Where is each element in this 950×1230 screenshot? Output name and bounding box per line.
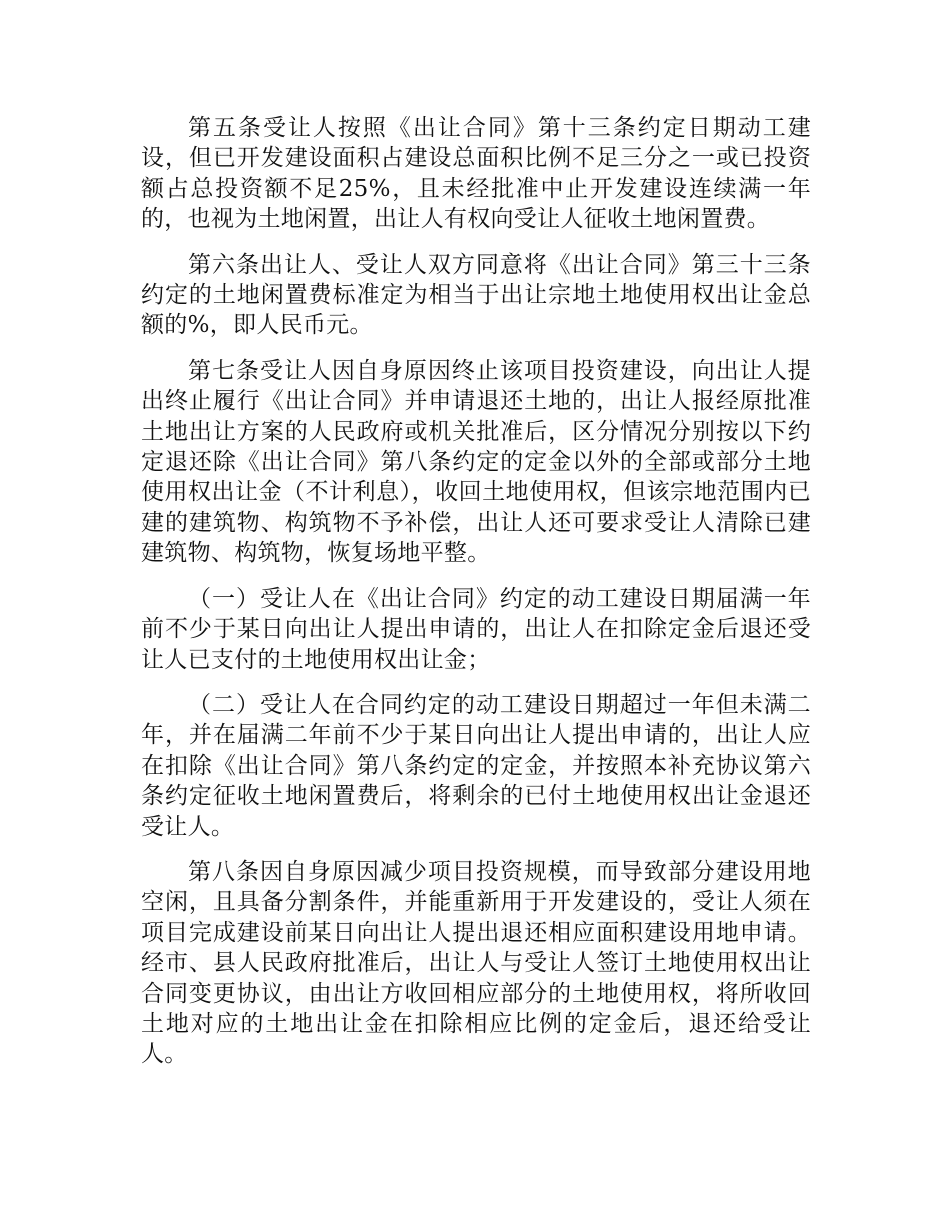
article-6-paragraph: 第六条出让人、受让人双方同意将《出让合同》第三十三条约定的土地闲置费标准定为相当于出让宗地土地使用权出让金总额的%，即人民币元。 [141, 251, 811, 339]
document-body [141, 113, 811, 1085]
article-7-item-2: （二）受让人在合同约定的动工建设日期超过一年但未满二年，并在届满二年前不少于某日向出让人提出申请的，出让人应在扣除《出让合同》第八条约定的定金，并按照本补充协议第六条约定征收土地闲置费后，将剩余的已付土地使用权出让金退还受让人。 [141, 691, 811, 840]
article-7-paragraph: 第七条受让人因自身原因终止该项目投资建设，向出让人提出终止履行《出让合同》并申请退还土地的，出让人报经原批准土地出让方案的人民政府或机关批准后，区分情况分别按以下约定退还除《出让合同》第八条约定的定金以外的全部或部分土地使用权出让金（不计利息），收回土地使用权，但该宗地范围内已建的建筑物、构筑物不予补偿，出让人还可要求受让人清除已建建筑物、构筑物，恢复场地平整。 [141, 357, 811, 567]
article-7-item-1: （一）受让人在《出让合同》约定的动工建设日期届满一年前不少于某日向出让人提出申请的，出让人在扣除定金后退还受让人已支付的土地使用权出让金； [141, 585, 811, 673]
article-8-paragraph: 第八条因自身原因减少项目投资规模，而导致部分建设用地空闲，且具备分割条件，并能重新用于开发建设的，受让人须在项目完成建设前某日向出让人提出退还相应面积建设用地申请。经市、县人民政府批准后，出让人与受让人签订土地使用权出让合同变更协议，由出让方收回相应部分的土地使用权，将所收回土地对应的土地出让金在扣除相应比例的定金后，退还给受让人。 [141, 858, 811, 1068]
article-5-paragraph: 第五条受让人按照《出让合同》第十三条约定日期动工建设，但已开发建设面积占建设总面积比例不足三分之一或已投资额占总投资额不足25%，且未经批准中止开发建设连续满一年的，也视为土地闲置，出让人有权向受让人征收土地闲置费。 [141, 115, 811, 233]
